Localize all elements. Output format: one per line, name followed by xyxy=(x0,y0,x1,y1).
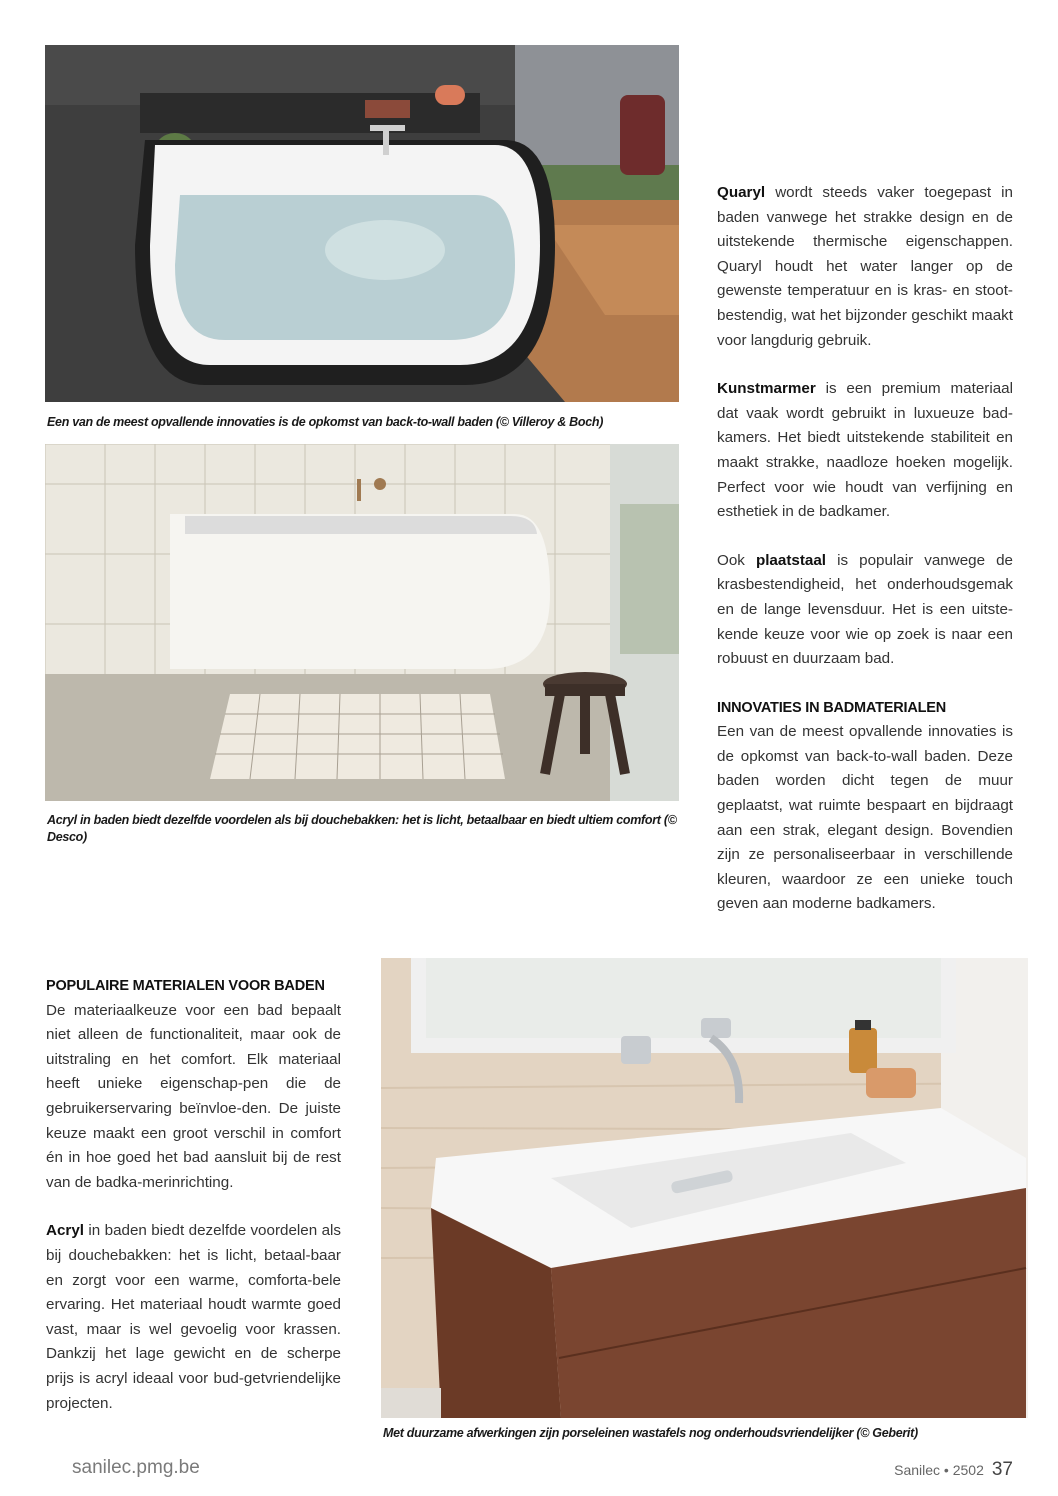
photo-back-to-wall-bath-illustration xyxy=(45,45,679,402)
photo-back-to-wall-bath xyxy=(45,45,679,402)
left-column xyxy=(46,974,341,1440)
paragraph-acryl xyxy=(46,1219,341,1416)
paragraph-plaatstaal xyxy=(717,549,1013,672)
paragraph-acryl-text: in baden biedt dezelfde voordelen als bij douchebakken: het is licht, betaal-baar en zorgt voor een warme, comforta-bele ervaring. Het materiaal houdt warmte goed vast, maar is wel gevoelig voor krassen. Dankzij het lage gewicht en de scherpe prijs is acryl ideaal voor bud-getvriendelijke projecten. xyxy=(46,1222,341,1412)
photo-washbasin-illustration xyxy=(381,958,1028,1418)
page-number: 37 xyxy=(991,1459,1013,1480)
photo-acryl-bath xyxy=(45,444,679,801)
photo-washbasin xyxy=(381,958,1028,1418)
heading-innovaties: INNOVATIES IN BADMATERIALEN xyxy=(717,699,947,716)
paragraph-plaatstaal-text: is populair vanwege de krasbestendigheid, het onderhoudsgemak en de lange levensduur. Het is een uitste-kende keuze voor wie op zoek is naar een robuust en duurzaam bad. xyxy=(717,551,1014,668)
paragraph-kunstmarmer-text: is een premium materiaal dat vaak wordt gebruikt in luxueuze bad-kamers. Het biedt uitstekende stabiliteit en maakt strakke, naadloze hoeken mogelijk. Perfect voor wie houdt van verfijning en esthetiek in de badkamer. xyxy=(717,380,1013,521)
paragraph-plaatstaal-pre: Ook xyxy=(717,551,756,569)
caption-photo-1: Een van de meest opvallende innovaties is de opkomst van back-to-wall baden (© Villeroy & Boch) xyxy=(47,415,604,429)
paragraph-quaryl xyxy=(717,181,1013,353)
footer-meta xyxy=(894,1459,1013,1481)
photo-acryl-bath-illustration xyxy=(45,444,679,801)
paragraph-kunstmarmer xyxy=(717,377,1013,525)
footer-website: sanilec.pmg.be xyxy=(72,1457,200,1478)
term-plaatstaal: plaatstaal xyxy=(755,551,827,569)
footer-magazine: Sanilec • 2502 xyxy=(894,1462,984,1478)
paragraph-quaryl-text: wordt steeds vaker toegepast in baden vanwege het strakke design en de uitstekende thermische eigenschappen. Quaryl houdt het water langer op de gewenste temperatuur en is kras- en stoot-bestendig, wat het bijzonder geschikt maakt voor langdurig gebruik. xyxy=(717,184,1013,349)
paragraph-innovaties: Een van de meest opvallende innovaties is de opkomst van back-to-wall baden. Deze baden worden dicht tegen de muur geplaatst, wat ruimte bespaart en bijdraagt aan een strak, elegant design. Bovendien zijn ze personaliseerbaar in verschillende kleuren, waardoor ze een unieke touch geven aan moderne badkamers. xyxy=(717,723,1013,913)
term-quaryl: Quaryl xyxy=(717,184,766,201)
caption-photo-2: Acryl in baden biedt dezelfde voordelen als bij douchebakken: het is licht, betaalbaar en biedt ultiem comfort (© Desco) xyxy=(47,813,677,844)
right-column xyxy=(717,181,1013,941)
caption-photo-3: Met duurzame afwerkingen zijn porseleinen wastafels nog onderhoudsvriendelijker (© Geberit) xyxy=(383,1426,918,1440)
term-acryl: Acryl xyxy=(46,1222,84,1240)
term-kunstmarmer: Kunstmarmer xyxy=(717,380,816,398)
paragraph-materiaalkeuze: De materiaalkeuze voor een bad bepaalt niet alleen de functionaliteit, maar ook de uitstraling en het comfort. Elk materiaal heeft unieke eigenschap-pen die de gebruikerservaring beïnvloe-den. De juiste keuze maakt een groot verschil in comfort én in hoe goed het bad aansluit bij de rest van de badka-merinrichting. xyxy=(46,1001,341,1191)
heading-populaire-materialen: POPULAIRE MATERIALEN VOOR BADEN xyxy=(46,978,325,994)
